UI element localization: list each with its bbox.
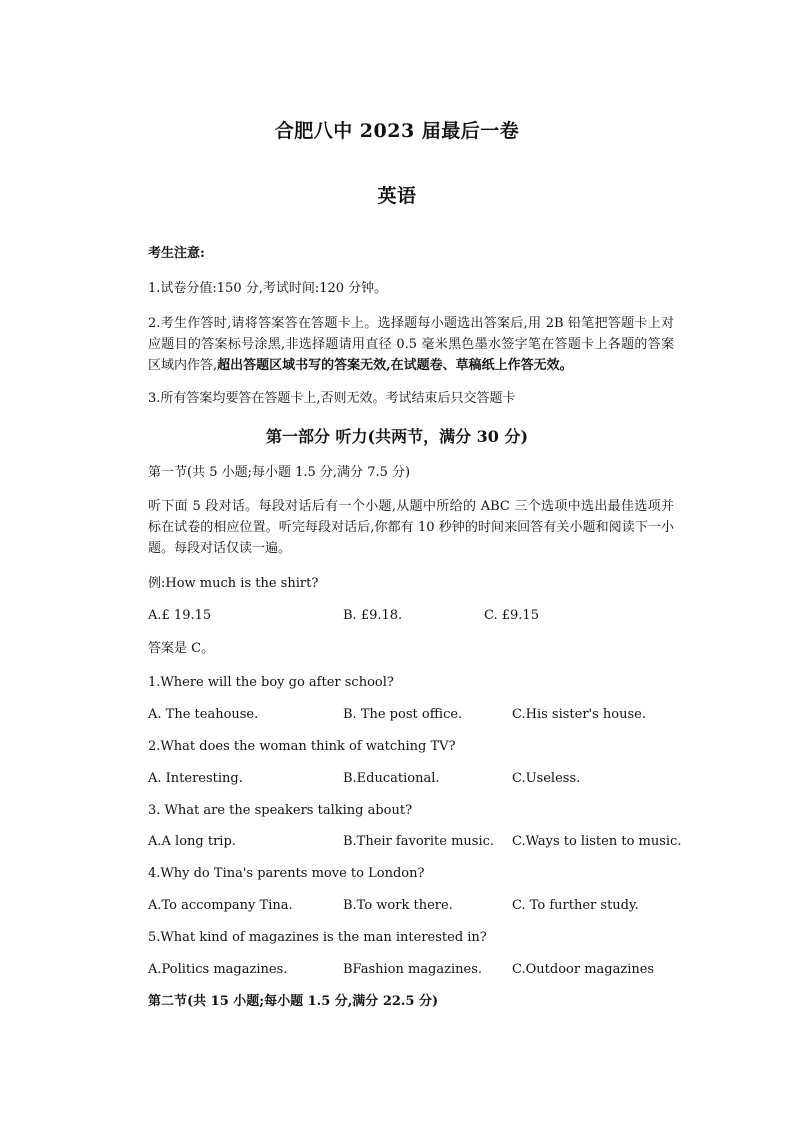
question-4-option-a: A.To accompany Tina.	[148, 898, 293, 913]
question-2-options	[148, 768, 708, 789]
question-5-option-a: A.Politics magazines.	[148, 962, 288, 977]
question-5-option-c: C.Outdoor magazines	[512, 962, 655, 977]
question-2-option-c: C.Useless.	[512, 771, 581, 786]
example-option-c: C. £9.15	[484, 608, 539, 623]
section1-heading: 第一节(共 5 小题;每小题 1.5 分,满分 7.5 分)	[148, 465, 411, 480]
question-3-options	[148, 831, 708, 852]
question-2-option-a: A. Interesting.	[148, 771, 243, 786]
question-5: 5.What kind of magazines is the man interested in?	[148, 930, 487, 945]
notice-item-2	[148, 313, 674, 376]
question-4-option-b: B.To work there.	[343, 898, 453, 913]
question-3-option-c: C.Ways to listen to music.	[512, 834, 682, 849]
question-4-options	[148, 895, 708, 916]
question-1-option-c: C.His sister's house.	[512, 707, 646, 722]
notice-item-3: 3.所有答案均要答在答题卡上,否则无效。考试结束后只交答题卡	[148, 391, 516, 406]
section2-heading: 第二节(共 15 小题;每小题 1.5 分,满分 22.5 分)	[148, 994, 439, 1009]
example-question: 例:How much is the shirt?	[148, 576, 319, 591]
notice-item-2-text: 2.考生作答时,请将答案答在答题卡上。选择题每小题选出答案后,用 2B 铅笔把答题卡上对应题目的答案标号涂黑,非选择题请用直径 0.5 毫米黑色墨水签字笔在答题卡上各题的答案区域内作答,	[148, 316, 674, 373]
question-5-options	[148, 959, 708, 980]
question-1: 1.Where will the boy go after school?	[148, 675, 394, 690]
exam-title: 合肥八中 2023 届最后一卷	[274, 120, 520, 142]
part1-title: 第一部分 听力(共两节，满分 30 分)	[265, 427, 529, 446]
notice-item-2-bold: 超出答题区域书写的答案无效,在试题卷、草稿纸上作答无效。	[217, 358, 573, 373]
question-3-option-a: A.A long trip.	[148, 834, 236, 849]
question-1-option-a: A. The teahouse.	[148, 707, 259, 722]
question-1-option-b: B. The post office.	[343, 707, 463, 722]
exam-subject: 英语	[377, 185, 417, 207]
example-option-b: B. £9.18.	[343, 608, 403, 623]
question-3-option-b: B.Their favorite music.	[343, 834, 495, 849]
question-2-option-b: B.Educational.	[343, 771, 440, 786]
example-answer: 答案是 C。	[148, 641, 215, 656]
question-4: 4.Why do Tina's parents move to London?	[148, 866, 425, 881]
question-3: 3. What are the speakers talking about?	[148, 803, 413, 818]
section1-instructions: 听下面 5 段对话。每段对话后有一个小题,从题中所给的 ABC 三个选项中选出最佳选项并标在试卷的相应位置。听完每段对话后,你都有 10 秒钟的时间来回答有关小题和阅读下一小题。每段对话仅读一遍。	[148, 499, 674, 556]
question-2: 2.What does the woman think of watching TV?	[148, 739, 456, 754]
question-5-option-b: BFashion magazines.	[343, 962, 483, 977]
question-1-options	[148, 704, 708, 725]
notice-heading: 考生注意:	[148, 246, 205, 261]
notice-item-1: 1.试卷分值:150 分,考试时间:120 分钟。	[148, 281, 388, 296]
question-4-option-c: C. To further study.	[512, 898, 639, 913]
example-options	[148, 605, 708, 626]
example-option-a: A.£ 19.15	[148, 608, 212, 623]
